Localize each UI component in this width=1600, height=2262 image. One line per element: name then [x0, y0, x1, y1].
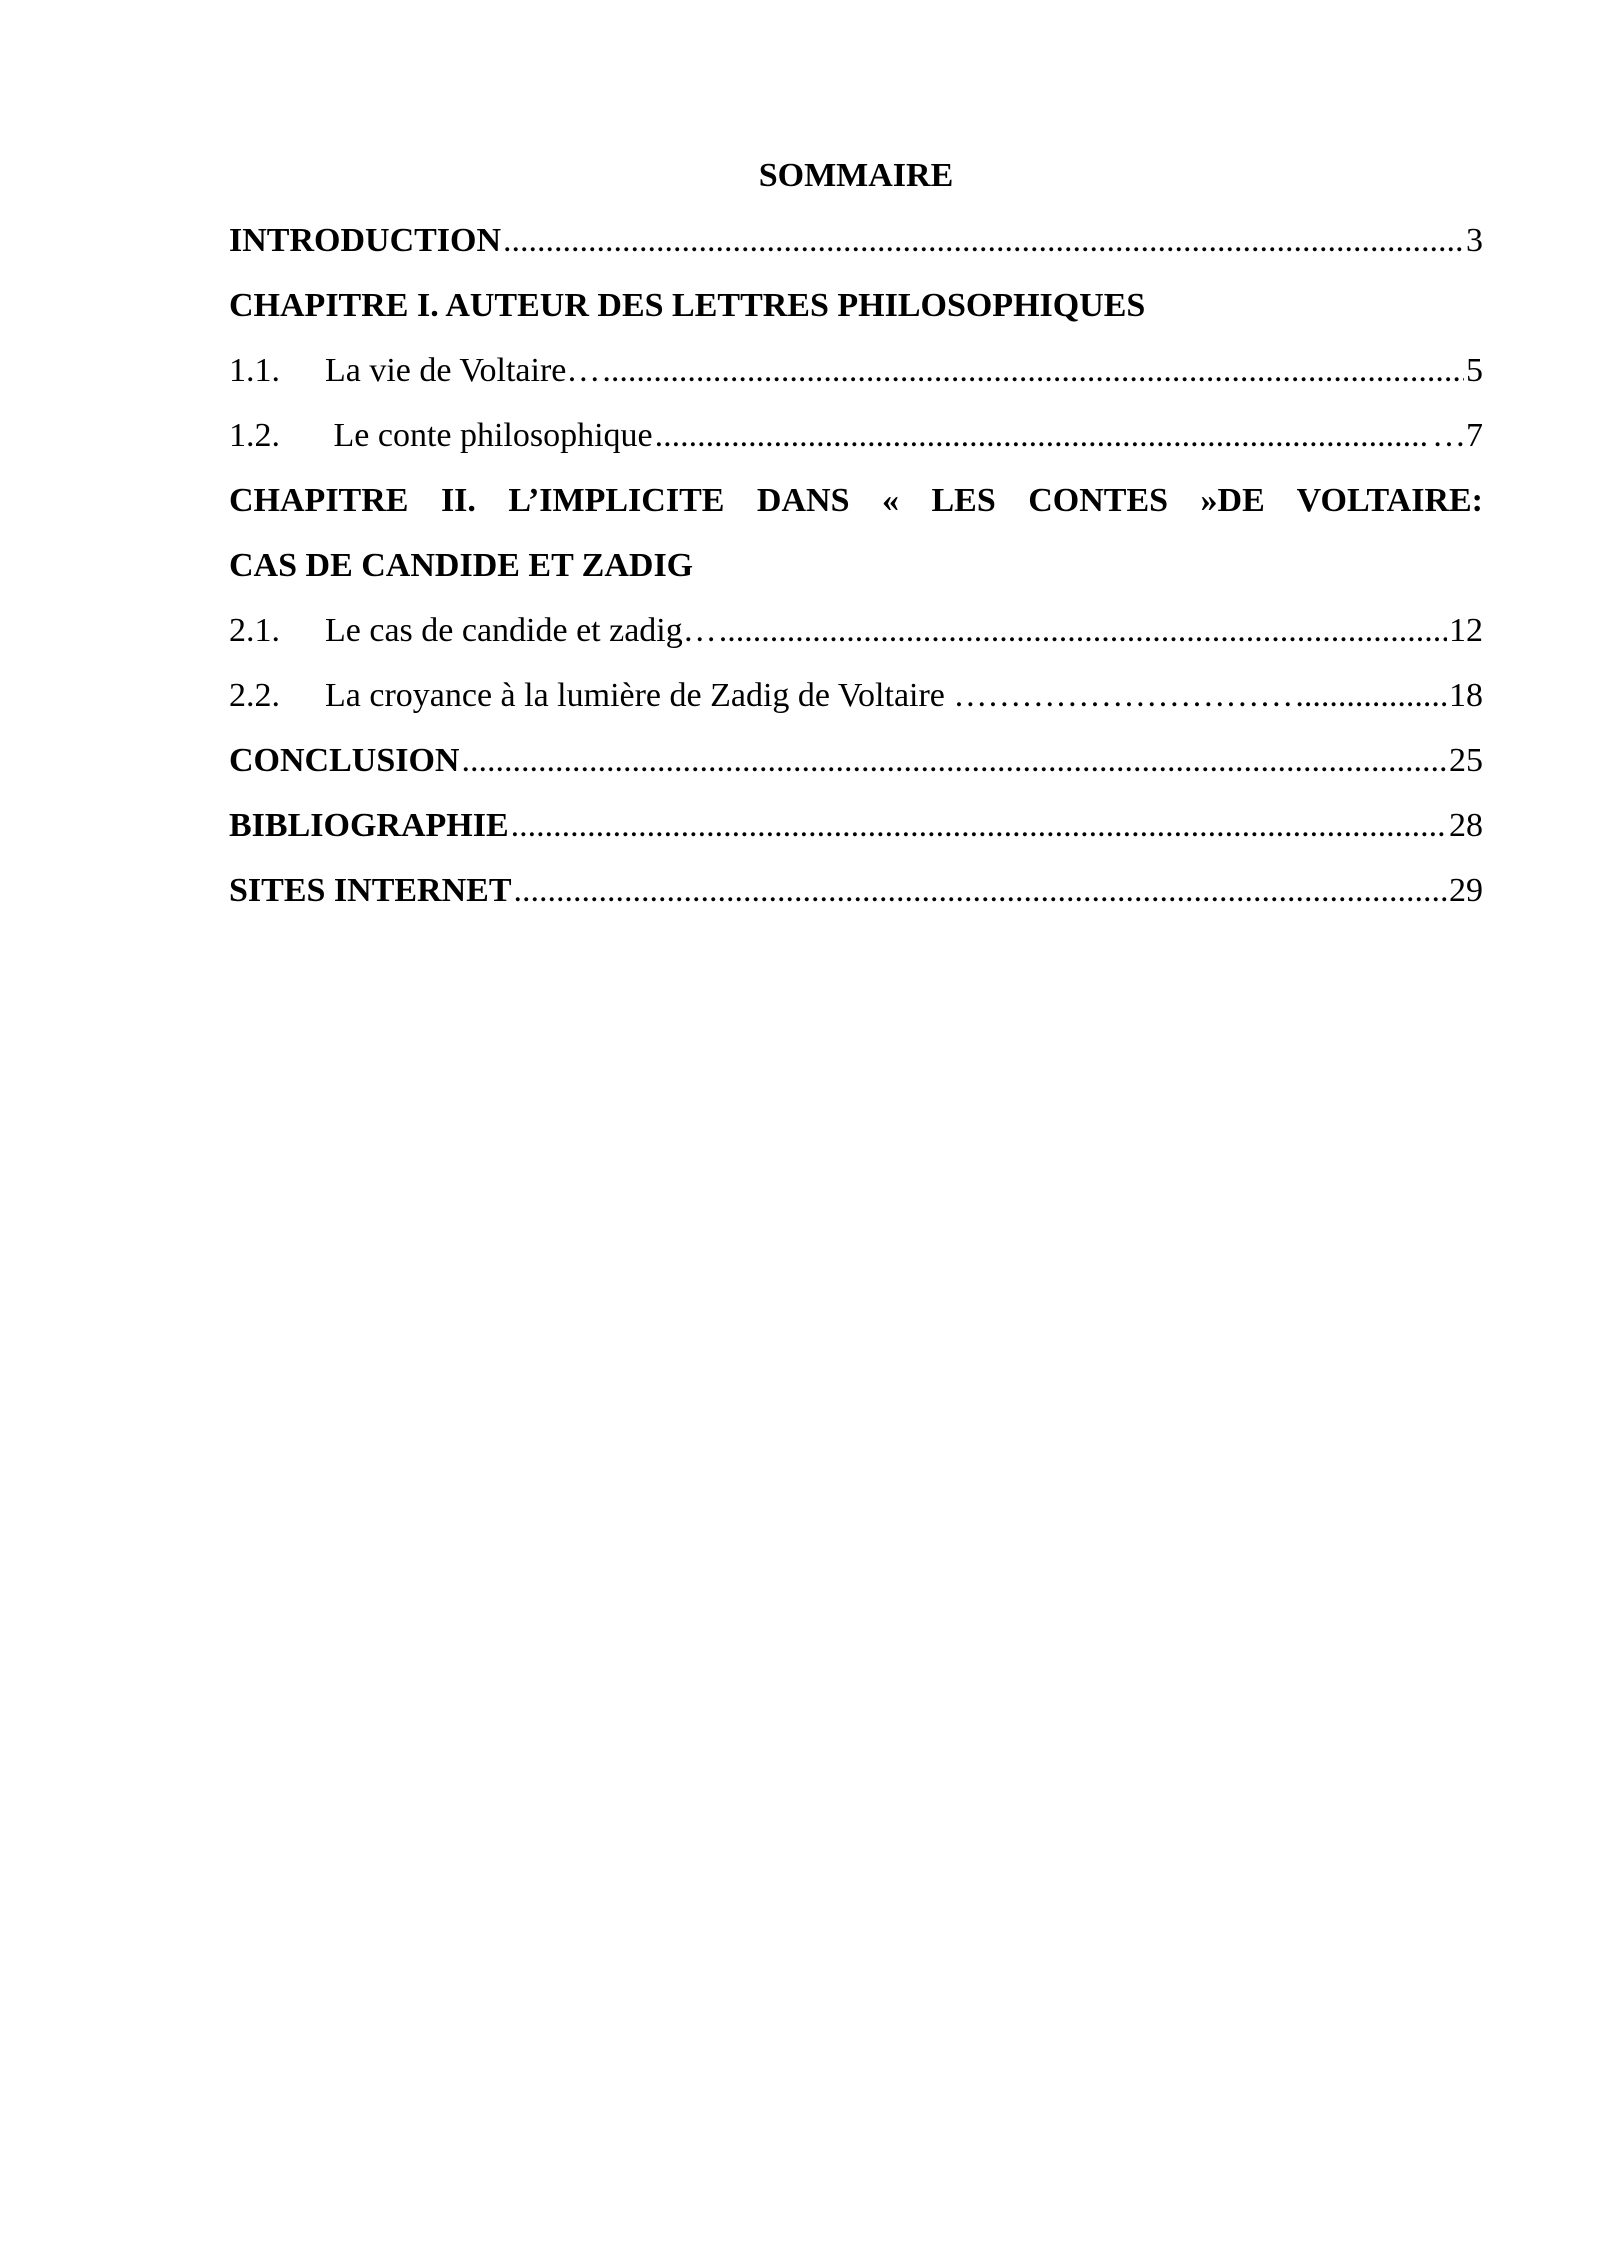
toc-entry-number: 2.2. — [229, 677, 280, 714]
toc-entry-label: La vie de Voltaire… — [325, 352, 601, 389]
toc-entry-label: CONCLUSION — [229, 742, 460, 779]
table-of-contents — [229, 143, 1483, 923]
toc-entry-label: SITES INTERNET — [229, 872, 512, 909]
toc-entry-page: …7 — [1432, 417, 1483, 454]
toc-entry-introduction — [229, 208, 1483, 273]
chapter-heading-2 — [229, 468, 1483, 598]
toc-entry-label: La croyance à la lumière de Zadig de Voltaire ………………………… — [325, 677, 1294, 714]
toc-entry-label: Le conte philosophique — [325, 417, 653, 454]
dot-leader — [503, 208, 1464, 273]
dot-leader — [602, 338, 1464, 403]
toc-entry-number: 1.1. — [229, 352, 280, 389]
dot-leader — [461, 728, 1447, 793]
toc-entry-1-2 — [229, 403, 1483, 468]
toc-entry-page: 5 — [1466, 352, 1483, 389]
toc-entry-bibliographie — [229, 793, 1483, 858]
toc-entry-conclusion — [229, 728, 1483, 793]
toc-entry-label: BIBLIOGRAPHIE — [229, 807, 509, 844]
dot-leader — [511, 793, 1447, 858]
toc-entry-number: 2.1. — [229, 612, 280, 649]
toc-entry-page: 28 — [1449, 807, 1483, 844]
dot-leader — [514, 858, 1447, 923]
dot-leader — [655, 403, 1430, 468]
toc-entry-label: Le cas de candide et zadig… — [325, 612, 717, 649]
toc-entry-page: 25 — [1449, 742, 1483, 779]
chapter-heading-label: CHAPITRE I. AUTEUR DES LETTRES PHILOSOPHIQUES — [229, 287, 1146, 324]
toc-entry-2-1 — [229, 598, 1483, 663]
chapter-heading-1 — [229, 273, 1483, 338]
toc-entry-label: INTRODUCTION — [229, 222, 502, 259]
dot-leader — [719, 598, 1447, 663]
toc-entry-page: 18 — [1449, 677, 1483, 714]
toc-title: SOMMAIRE — [758, 157, 954, 194]
toc-entry-page: 12 — [1449, 612, 1483, 649]
toc-entry-1-1 — [229, 338, 1483, 403]
toc-entry-number: 1.2. — [229, 417, 280, 454]
toc-entry-sites-internet — [229, 858, 1483, 923]
chapter-heading-line-1: CHAPITRE II. L’IMPLICITE DANS « LES CONTES »DE VOLTAIRE: — [229, 482, 1483, 519]
toc-entry-page: 29 — [1449, 872, 1483, 909]
dot-leader — [1295, 663, 1447, 728]
chapter-heading-line-2: CAS DE CANDIDE ET ZADIG — [229, 547, 694, 584]
toc-entry-page: 3 — [1466, 222, 1483, 259]
toc-entry-2-2 — [229, 663, 1483, 728]
